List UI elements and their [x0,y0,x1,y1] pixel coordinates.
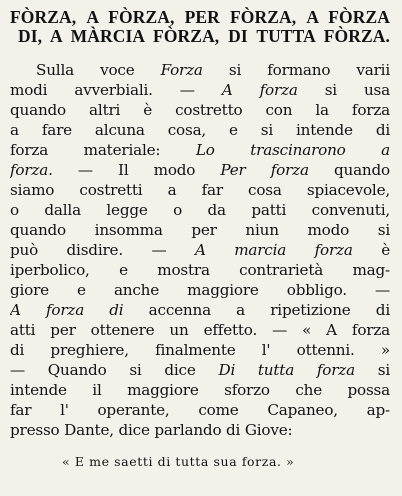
italic-term: A forza [221,81,298,99]
heading-line-2 [10,27,390,46]
italic-term: Lo trascinarono a [195,141,390,159]
text-run: è [352,241,390,259]
italic-term: Forza [160,61,203,79]
text-run: si [354,361,390,379]
body-line [10,320,390,340]
text-run: presso Dante, dice parlando di Giove: [10,421,293,439]
entry-heading [10,8,390,46]
text-run: può disdire. — [10,241,195,259]
text-run: Sulla voce [36,61,161,79]
body-line [10,360,390,380]
heading-line-1 [10,8,390,27]
text-run: quando insomma per niun modo si [10,221,390,239]
italic-term: A forza di [10,301,124,319]
body-line [10,60,390,80]
dante-quotation: « E me saetti di tutta sua forza. » [62,454,295,469]
italic-term: Di tutta forza [218,361,355,379]
heading-term-a-forza-di: A FÒRZA [306,7,391,27]
body-line [10,140,390,160]
text-run: a fare alcuna cosa, e si intende di [10,121,390,139]
body-line [10,160,390,180]
text-run: quando altri è costretto con la forza [10,101,390,119]
body-line [10,180,390,200]
text-run: si formano varii [202,61,390,79]
heading-term-a-forza: A FÒRZA, [86,7,175,27]
entry-body [10,60,390,440]
text-run: modi avverbiali. — [10,81,222,99]
heading-term-forza: FÒRZA, [10,7,77,27]
text-run: atti per ottenere un effetto. — « A forza [10,321,390,339]
body-line [10,300,390,320]
body-line [10,400,390,420]
text-run: si usa [297,81,390,99]
text-run: iperbolico, e mostra contrarietà mag- [10,261,390,279]
body-line [10,420,390,440]
text-run: intende il maggiore sforzo che possa [10,381,390,399]
body-line [10,380,390,400]
text-run: siamo costretti a far cosa spiacevole, [10,181,390,199]
body-line [10,80,390,100]
body-line [10,240,390,260]
heading-term-a-marcia-forza: DI, A MÀRCIA FÒRZA, [18,26,220,46]
body-line [10,220,390,240]
body-line [10,340,390,360]
text-run: — Quando si dice [10,361,219,379]
heading-term-per-forza: PER FÒRZA, [184,7,297,27]
body-line [10,260,390,280]
text-run: forza materiale: [10,141,196,159]
text-run: quando [308,161,390,179]
body-line [10,280,390,300]
body-line [10,200,390,220]
text-run: giore e anche maggiore obbligo. — [10,281,390,299]
italic-term: forza. [10,161,53,179]
text-run: o dalla legge o da patti convenuti, [10,201,390,219]
italic-term: A marcia forza [194,241,353,259]
text-run: far l' operante, come Capaneo, ap- [10,401,390,419]
text-run: — Il modo [52,161,221,179]
heading-term-di-tutta-forza: DI TUTTA FÒRZA. [228,26,390,46]
text-run: di preghiere, finalmente l' ottenni. » [10,341,390,359]
italic-term: Per forza [220,161,309,179]
body-line [10,120,390,140]
text-run: accenna a ripetizione di [123,301,390,319]
body-line [10,100,390,120]
